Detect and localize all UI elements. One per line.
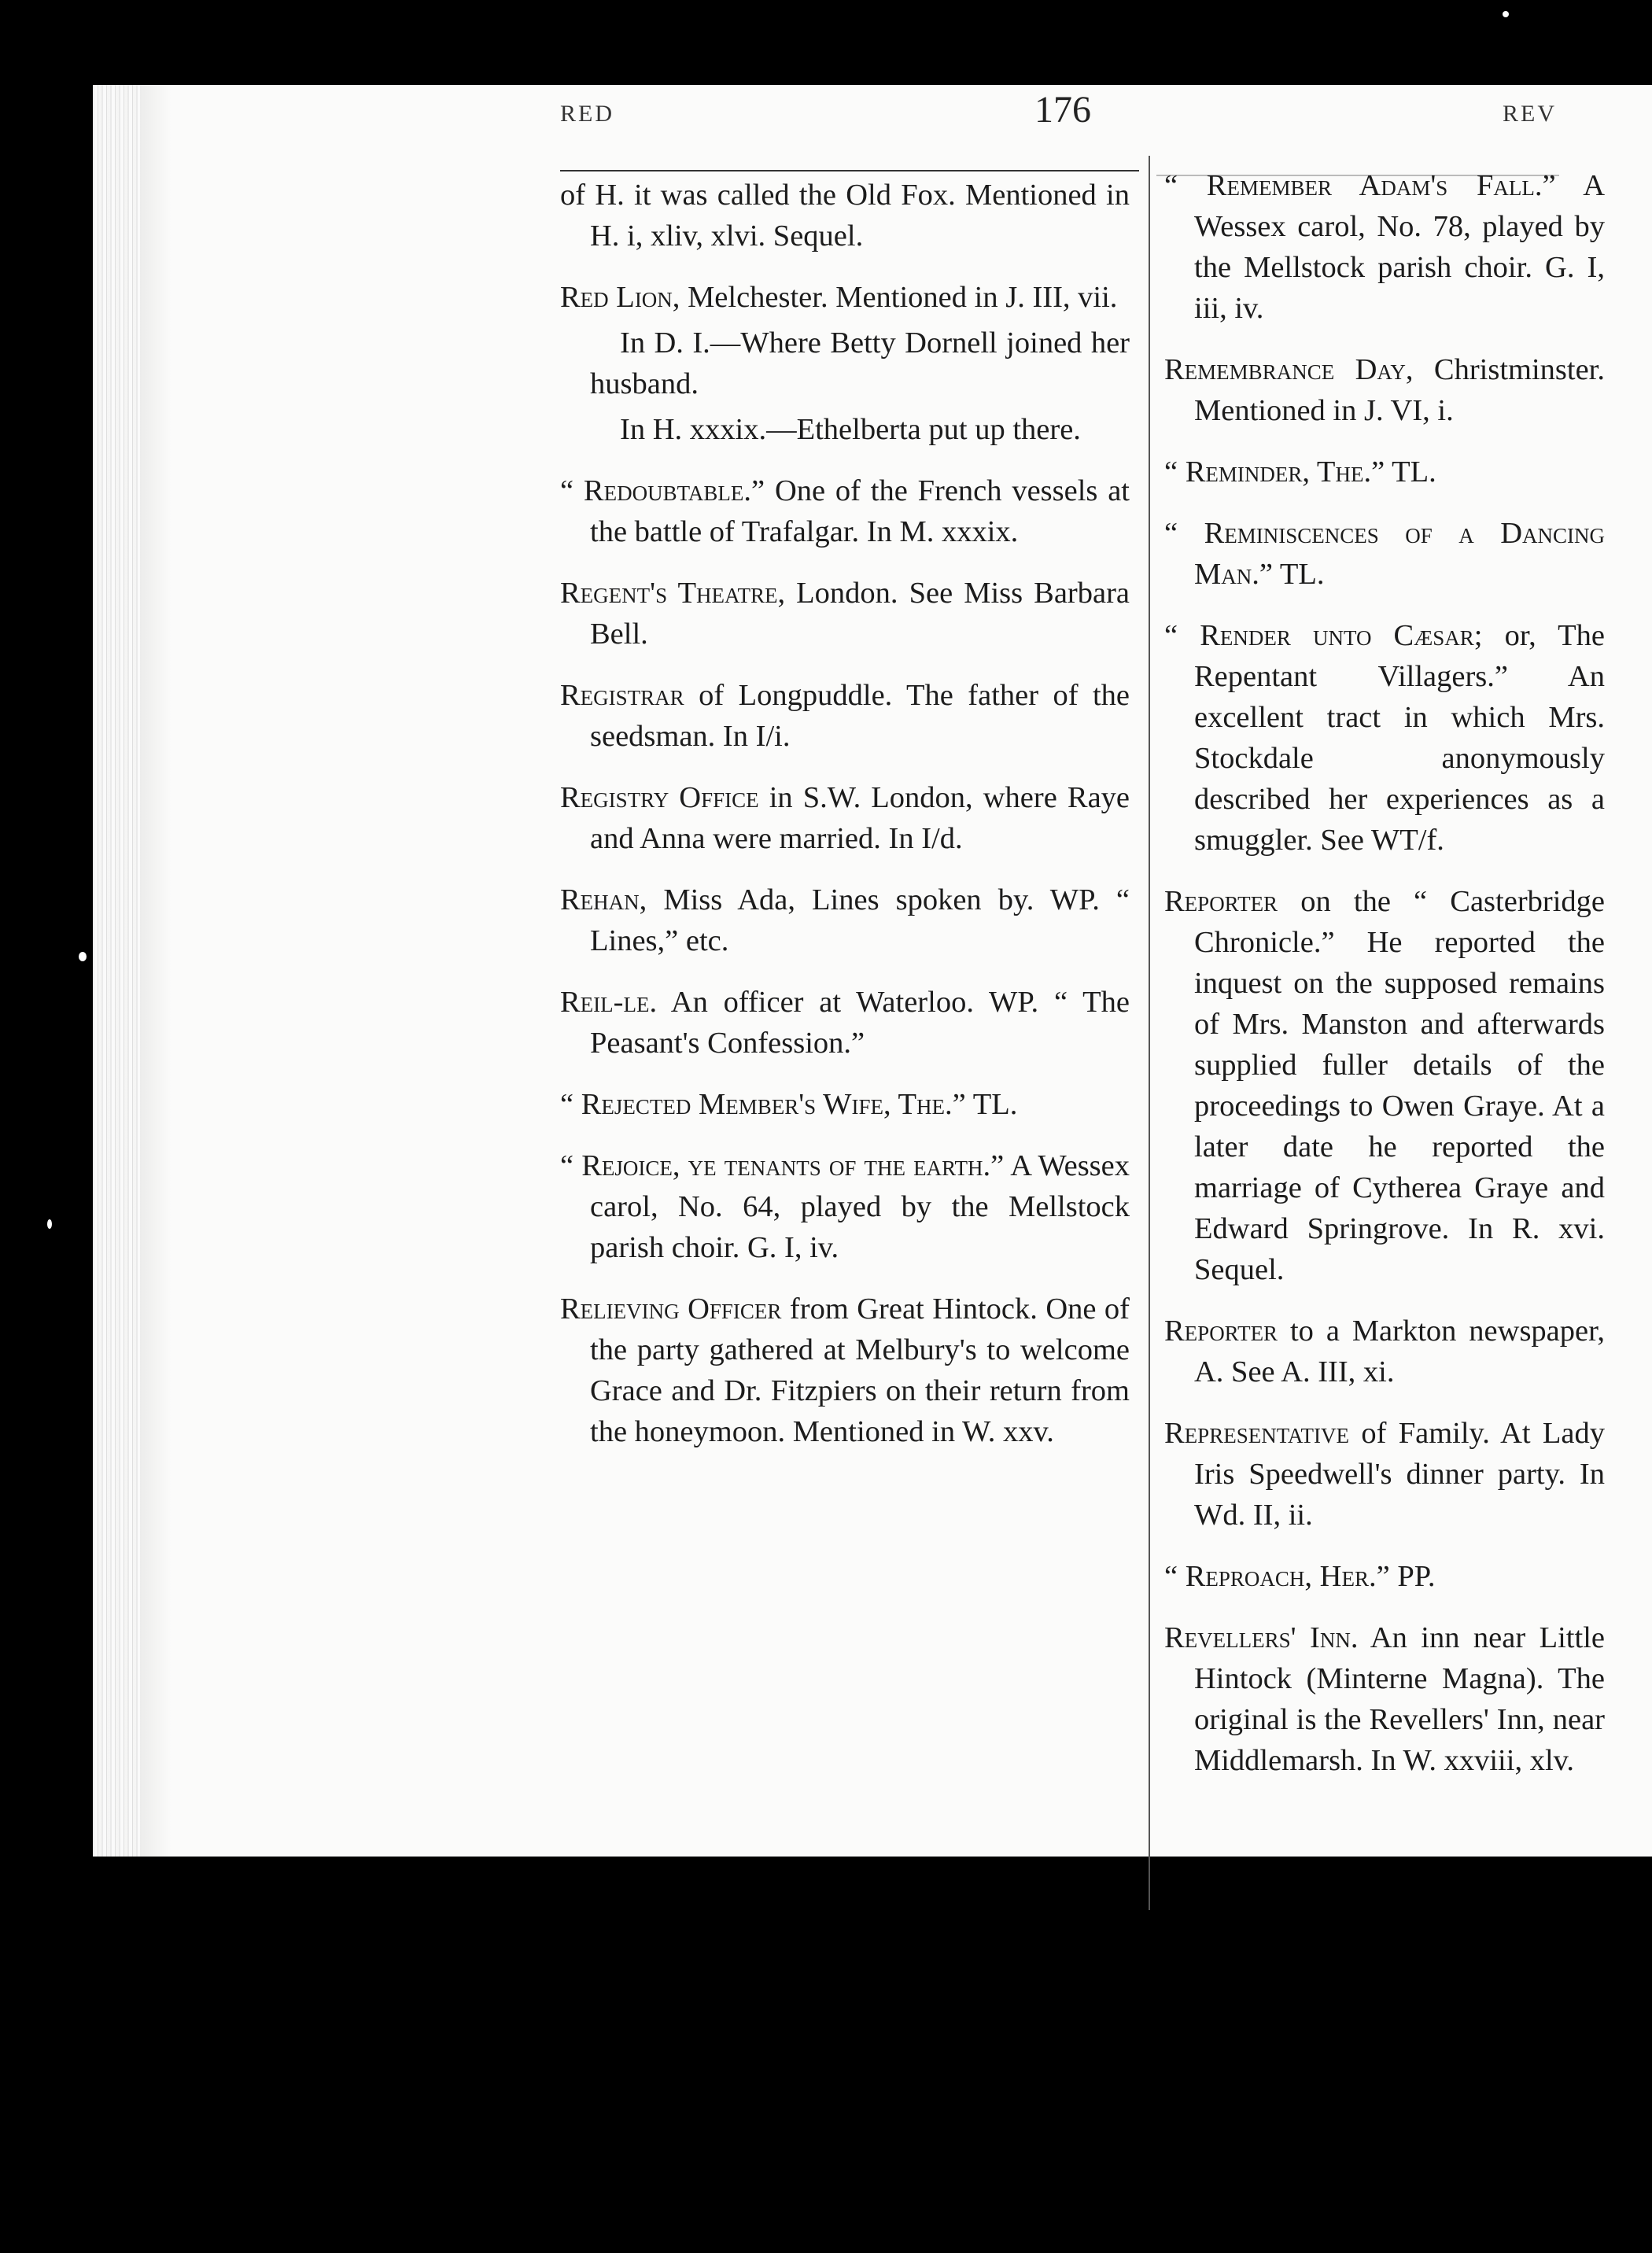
entry-text: Melchester. Mentioned in J. III, vii. [688,281,1118,314]
dictionary-entry [1164,513,1605,595]
dictionary-entry [1164,452,1605,492]
running-head-left: RED [560,101,614,127]
dictionary-entry [1164,1617,1605,1781]
entry-headword: “ Rejected Member's Wife, The.” [560,1088,966,1121]
entry-text: London. See Miss Barbara Bell. [590,577,1130,651]
dictionary-entry [560,175,1130,256]
dictionary-entry [1164,349,1605,431]
entry-headword: “ Rejoice, ye tenants of the earth.” [560,1149,1005,1182]
scan-speck [47,1219,52,1229]
entry-headword: Regent's Theatre, [560,577,786,610]
entry-text: of Longpuddle. The father of the seedsman. In I/i. [590,679,1130,753]
running-head-right: REV [1503,101,1557,127]
entry-headword: Representative [1164,1417,1350,1450]
dictionary-entry [560,1145,1130,1268]
entry-text: In H. xxxix.—Ethelberta put up there. [620,413,1081,446]
entry-subparagraph [590,409,1130,450]
entry-text: TL. [1392,455,1436,489]
column-left [560,175,1130,1473]
entry-text: PP. [1397,1560,1436,1593]
column-right [1164,165,1605,1801]
entry-text: A Wessex carol, No. 78, played by the Mellstock parish choir. G. I, iii, iv. [1194,169,1605,325]
entry-headword: Reil-le. [560,986,658,1019]
entry-text: on the “ Casterbridge Chronicle.” He reported the inquest on the supposed remains of Mrs. Manston and afterwards supplied fuller details of the proceedings to Owen Graye. At a later date he reported the marriage of Cytherea Graye and Edward Springrove. In R. xvi. Sequel. [1194,885,1606,1286]
entry-text: from Great Hintock. One of the party gathered at Melbury's to welcome Grace and Dr. Fitzpiers on their return from the honeymoon. Mentioned in W. xxv. [590,1292,1130,1448]
entry-headword: Revellers' Inn. [1164,1621,1359,1654]
entry-text: TL. [1279,558,1325,591]
dictionary-entry [1164,1413,1605,1536]
entry-text: An officer at Waterloo. WP. “ The Peasant's Confession.” [590,986,1130,1060]
entry-headword: Relieving Officer [560,1292,782,1326]
entry-headword: “ Reproach, Her.” [1164,1560,1390,1593]
entry-headword: Remembrance Day, [1164,353,1414,386]
dictionary-entry [1164,1311,1605,1392]
dictionary-entry [1164,1556,1605,1597]
gutter-shadow [140,85,171,1857]
page-edge-stack [93,85,140,1857]
dictionary-entry [560,879,1130,961]
page-number: 176 [1034,89,1091,131]
entry-headword: “ Redoubtable.” [560,474,765,507]
entry-headword: Registry Office [560,781,759,814]
entry-headword: “ Reminiscences of a Dancing Man.” [1164,517,1605,591]
entry-text: of H. it was called the Old Fox. Mentioned in H. i, xliv, xlvi. Sequel. [560,179,1130,253]
entry-headword: Red Lion, [560,281,680,314]
dictionary-entry [1164,615,1605,861]
entry-headword: “ Reminder, The.” [1164,455,1385,489]
entry-headword: Reporter [1164,885,1278,918]
dictionary-entry [1164,165,1605,329]
entry-headword: Rehan, [560,883,647,916]
dictionary-entry [1164,881,1605,1290]
entry-text: in S.W. London, where Raye and Anna were married. In I/d. [590,781,1130,855]
scan-speck [79,952,87,961]
dictionary-entry [560,277,1130,318]
entry-headword: “ Render unto Cæsar; [1164,619,1483,652]
entry-text: One of the French vessels at the battle of Trafalgar. In M. xxxix. [590,474,1130,548]
dictionary-entry [560,1289,1130,1452]
entry-text: or, The Repentant Villagers.” An excellent tract in which Mrs. Stockdale anonymously described her experiences as a smuggler. See WT/f. [1194,619,1605,857]
entry-text: Christminster. Mentioned in J. VI, i. [1194,353,1605,427]
dictionary-entry [560,982,1130,1064]
entry-subparagraph [590,323,1130,404]
entry-text: of Family. At Lady Iris Speedwell's dinner party. In Wd. II, ii. [1194,1417,1605,1532]
dictionary-entry [560,675,1130,757]
entry-text: TL. [972,1088,1018,1121]
dictionary-entry [560,777,1130,859]
entry-text: Miss Ada, Lines spoken by. WP. “ Lines,” etc. [590,883,1130,957]
entry-headword: “ Remember Adam's Fall.” [1164,169,1556,202]
dictionary-entry [560,1084,1130,1125]
scan-speck [1503,11,1509,17]
entry-text: In D. I.—Where Betty Dornell joined her husband. [590,326,1130,400]
dictionary-entry [560,470,1130,552]
header-rule [560,170,1139,171]
dictionary-entry [560,573,1130,655]
entry-text: A Wessex carol, No. 64, played by the Mellstock parish choir. G. I, iv. [590,1149,1130,1264]
entry-text: An inn near Little Hintock (Minterne Magna). The original is the Revellers' Inn, near Middlemarsh. In W. xxviii, xlv. [1194,1621,1605,1777]
entry-headword: Reporter [1164,1315,1278,1348]
entry-headword: Registrar [560,679,684,712]
entry-text: to a Markton newspaper, A. See A. III, xi. [1194,1315,1606,1388]
column-divider [1149,156,1150,1910]
